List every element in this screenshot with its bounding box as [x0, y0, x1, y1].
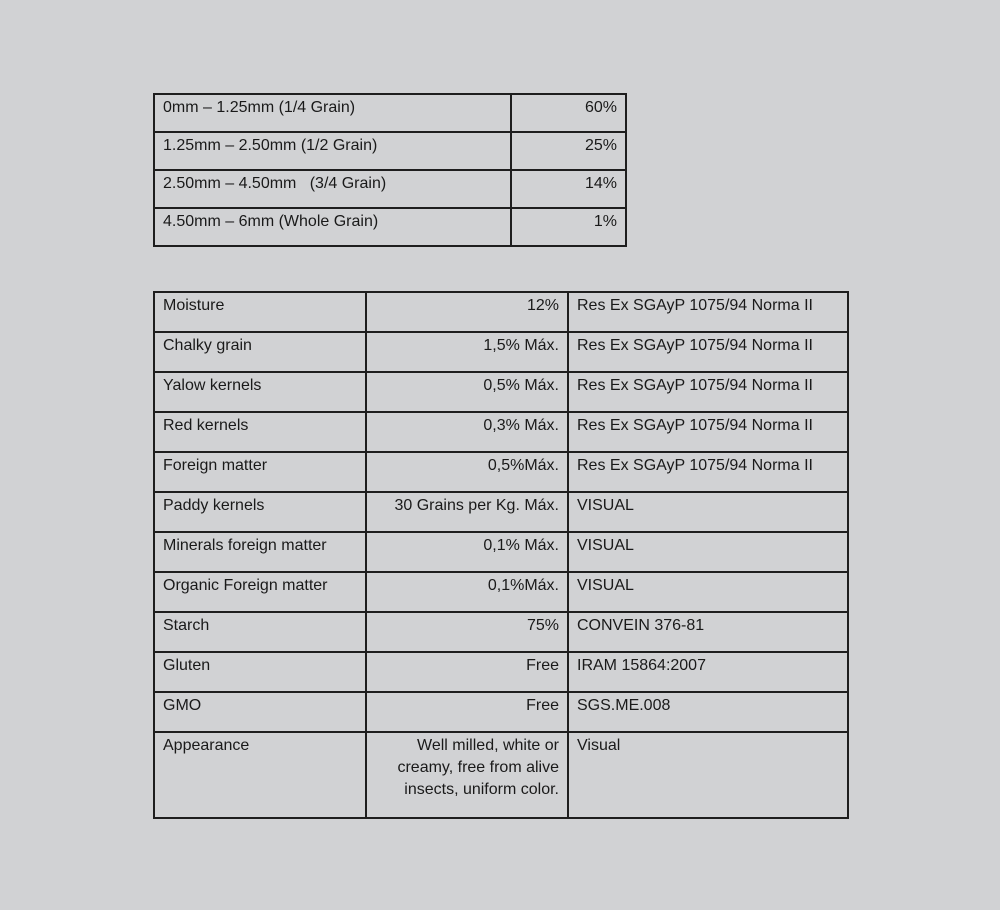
table-row — [154, 94, 626, 132]
parameter-cell: Foreign matter — [154, 452, 366, 492]
table-row — [154, 692, 848, 732]
granulometry-table — [153, 93, 627, 247]
method-cell: Res Ex SGAyP 1075/94 Norma II — [568, 412, 848, 452]
grain-size-cell: 1.25mm – 2.50mm (1/2 Grain) — [154, 132, 511, 170]
table-row — [154, 572, 848, 612]
grain-percent-cell: 1% — [511, 208, 626, 246]
value-cell: 0,1% Máx. — [366, 532, 568, 572]
table-row — [154, 132, 626, 170]
method-cell: VISUAL — [568, 492, 848, 532]
method-cell: VISUAL — [568, 532, 848, 572]
table-row — [154, 372, 848, 412]
table-row — [154, 612, 848, 652]
value-cell: Well milled, white or creamy, free from alive insects, uniform color. — [366, 732, 568, 818]
parameter-cell: Red kernels — [154, 412, 366, 452]
value-cell: 30 Grains per Kg. Máx. — [366, 492, 568, 532]
value-cell: 0,1%Máx. — [366, 572, 568, 612]
parameter-cell: Minerals foreign matter — [154, 532, 366, 572]
method-cell: Res Ex SGAyP 1075/94 Norma II — [568, 292, 848, 332]
method-cell: CONVEIN 376-81 — [568, 612, 848, 652]
specifications-table — [153, 291, 849, 819]
grain-percent-cell: 60% — [511, 94, 626, 132]
grain-size-cell: 0mm – 1.25mm (1/4 Grain) — [154, 94, 511, 132]
parameter-cell: Moisture — [154, 292, 366, 332]
value-cell: 1,5% Máx. — [366, 332, 568, 372]
method-cell: SGS.ME.008 — [568, 692, 848, 732]
value-cell: Free — [366, 652, 568, 692]
table-row — [154, 532, 848, 572]
method-cell: Visual — [568, 732, 848, 818]
table-row — [154, 292, 848, 332]
parameter-cell: Gluten — [154, 652, 366, 692]
method-cell: Res Ex SGAyP 1075/94 Norma II — [568, 332, 848, 372]
table-row — [154, 452, 848, 492]
grain-size-cell: 4.50mm – 6mm (Whole Grain) — [154, 208, 511, 246]
method-cell: IRAM 15864:2007 — [568, 652, 848, 692]
table-row — [154, 412, 848, 452]
value-cell: 12% — [366, 292, 568, 332]
table-row — [154, 170, 626, 208]
parameter-cell: Chalky grain — [154, 332, 366, 372]
grain-percent-cell: 25% — [511, 132, 626, 170]
value-cell: 75% — [366, 612, 568, 652]
value-cell: 0,3% Máx. — [366, 412, 568, 452]
method-cell: Res Ex SGAyP 1075/94 Norma II — [568, 452, 848, 492]
method-cell: VISUAL — [568, 572, 848, 612]
parameter-cell: Paddy kernels — [154, 492, 366, 532]
parameter-cell: Yalow kernels — [154, 372, 366, 412]
table-row — [154, 732, 848, 818]
value-cell: 0,5% Máx. — [366, 372, 568, 412]
parameter-cell: Organic Foreign matter — [154, 572, 366, 612]
parameter-cell: Appearance — [154, 732, 366, 818]
parameter-cell: Starch — [154, 612, 366, 652]
grain-size-cell: 2.50mm – 4.50mm (3/4 Grain) — [154, 170, 511, 208]
parameter-cell: GMO — [154, 692, 366, 732]
table-row — [154, 208, 626, 246]
table-row — [154, 652, 848, 692]
value-cell: 0,5%Máx. — [366, 452, 568, 492]
table-row — [154, 492, 848, 532]
table-row — [154, 332, 848, 372]
value-cell: Free — [366, 692, 568, 732]
method-cell: Res Ex SGAyP 1075/94 Norma II — [568, 372, 848, 412]
grain-percent-cell: 14% — [511, 170, 626, 208]
